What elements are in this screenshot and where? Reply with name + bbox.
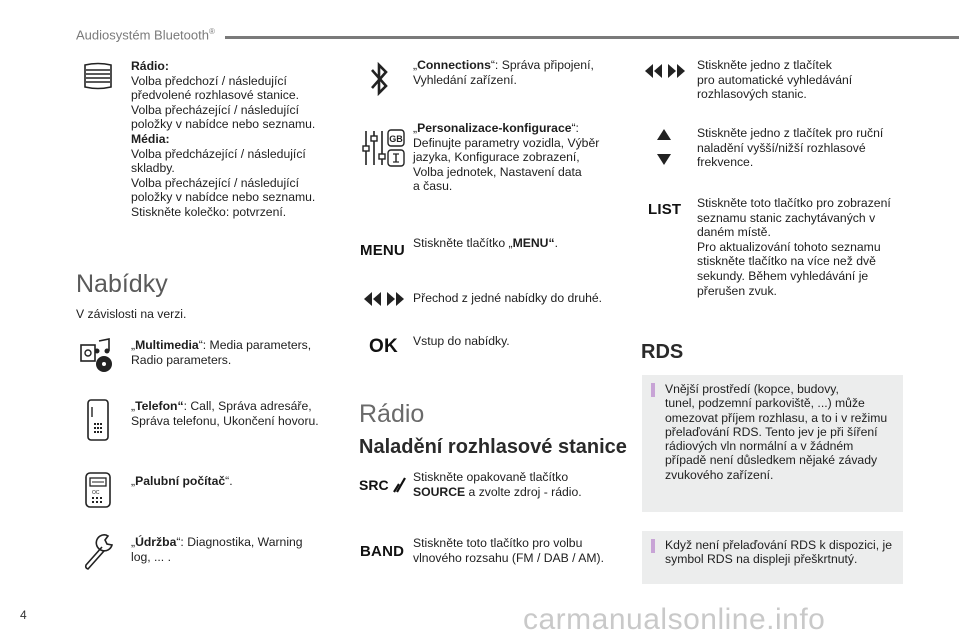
- phone-icon: [86, 399, 110, 446]
- src-label: SRC: [359, 477, 389, 493]
- udrzba-text: „Údržba“: Diagnostika, Warning log, ... .: [131, 535, 303, 564]
- wheel-description: Rádio: Volba předchozí / následující předvolené rozhlasové stanice. Volba přecházející / následující položky v nabídce nebo seznamu. Média: Volba předcházející / následující skladby. Volba přecházející / následující položky v nabídce nebo seznamu. Stiskněte kolečko: potvrzení.: [131, 59, 316, 219]
- ok-text: Vstup do nabídky.: [413, 334, 510, 348]
- prev-next-arrows-icon: [362, 290, 406, 313]
- multimedia-text: „Multimedia“: Media parameters, Radio parameters.: [131, 338, 312, 367]
- page-number: 4: [20, 608, 27, 622]
- note-box-rds-symbol: [642, 531, 903, 584]
- svg-text:OC: OC: [92, 490, 100, 496]
- note-marker: [651, 539, 655, 553]
- note-box-reception: [642, 375, 903, 512]
- prechod-text: Přechod z jedné nabídky do druhé.: [413, 291, 603, 305]
- multimedia-icon: [79, 337, 117, 378]
- source-button-icon: [359, 475, 407, 500]
- section-title-radio: Rádio: [359, 400, 425, 428]
- wrench-icon: [82, 533, 116, 576]
- personalizace-text: „Personalizace-konfigurace“: Definujte parametry vozidla, Výběr jazyka, Konfigurace zobrazení, Volba jednotek, Nastavení data a času.: [413, 121, 600, 194]
- header-rule: [225, 36, 959, 39]
- gb-label: GB: [389, 134, 403, 144]
- band-text: Stiskněte toto tlačítko pro volbu vlnového rozsahu (FM / DAB / AM).: [413, 536, 605, 565]
- list-button-label: LIST: [648, 201, 682, 218]
- bluetooth-icon: [368, 60, 392, 103]
- manual-tune-text: Stiskněte jedno z tlačítek pro ruční naladění vyšší/nižší rozhlasové frekvence.: [697, 126, 884, 170]
- palubni-text: „Palubní počítač“.: [131, 474, 233, 488]
- scroll-wheel-icon: [82, 62, 114, 95]
- telefon-text: „Telefon“: Call, Správa adresáře, Správa telefonu, Ukončení hovoru.: [131, 399, 319, 428]
- band-button-label: BAND: [360, 543, 405, 560]
- menu-text: Stiskněte tlačítko „MENU“.: [413, 236, 558, 250]
- connections-text: „Connections“: Správa připojení, Vyhledání zařízení.: [413, 58, 594, 87]
- section-title-rds: RDS: [641, 341, 684, 363]
- menu-button-label: MENU: [360, 242, 405, 259]
- settings-sliders-icon: [362, 128, 406, 173]
- trip-computer-icon: [84, 472, 112, 513]
- nabidky-intro: V závislosti na verzi.: [76, 307, 187, 321]
- note-marker: [651, 383, 655, 397]
- auto-search-text: Stiskněte jedno z tlačítek pro automatické vyhledávání rozhlasových stanic.: [697, 58, 853, 102]
- header-title: Audiosystém Bluetooth®: [76, 27, 215, 43]
- seek-arrows-icon: [643, 62, 687, 85]
- ok-button-label: OK: [369, 336, 398, 357]
- watermark: carmanualsonline.info: [523, 603, 826, 636]
- list-text: Stiskněte toto tlačítko pro zobrazení seznamu stanic zachytávaných v daném místě. Pro aktualizování tohoto seznamu stiskněte tlačítko na více než dvě sekundy. Během vyhledávání je přerušen zvuk.: [697, 196, 891, 298]
- section-title-nabidky: Nabídky: [76, 270, 168, 298]
- note-rds-text: Když není přelaďování RDS k dispozici, je symbol RDS na displeji přeškrtnutý.: [665, 538, 892, 567]
- note-reception-text: Vnější prostředí (kopce, budovy, tunel, podzemní parkoviště, ...) může omezovat příjem rozhlasu, a to i v režimu přelaďování RDS. Tento jev je při šíření rádiových vln normální a v žádném případě není důsledkem nějaké závady zvukového zařízení.: [665, 382, 888, 482]
- subsection-title-naladeni: Naladění rozhlasové stanice: [359, 436, 627, 458]
- src-text: Stiskněte opakovaně tlačítko SOURCE a zvolte zdroj - rádio.: [413, 470, 582, 499]
- up-down-arrows-icon: [655, 128, 673, 171]
